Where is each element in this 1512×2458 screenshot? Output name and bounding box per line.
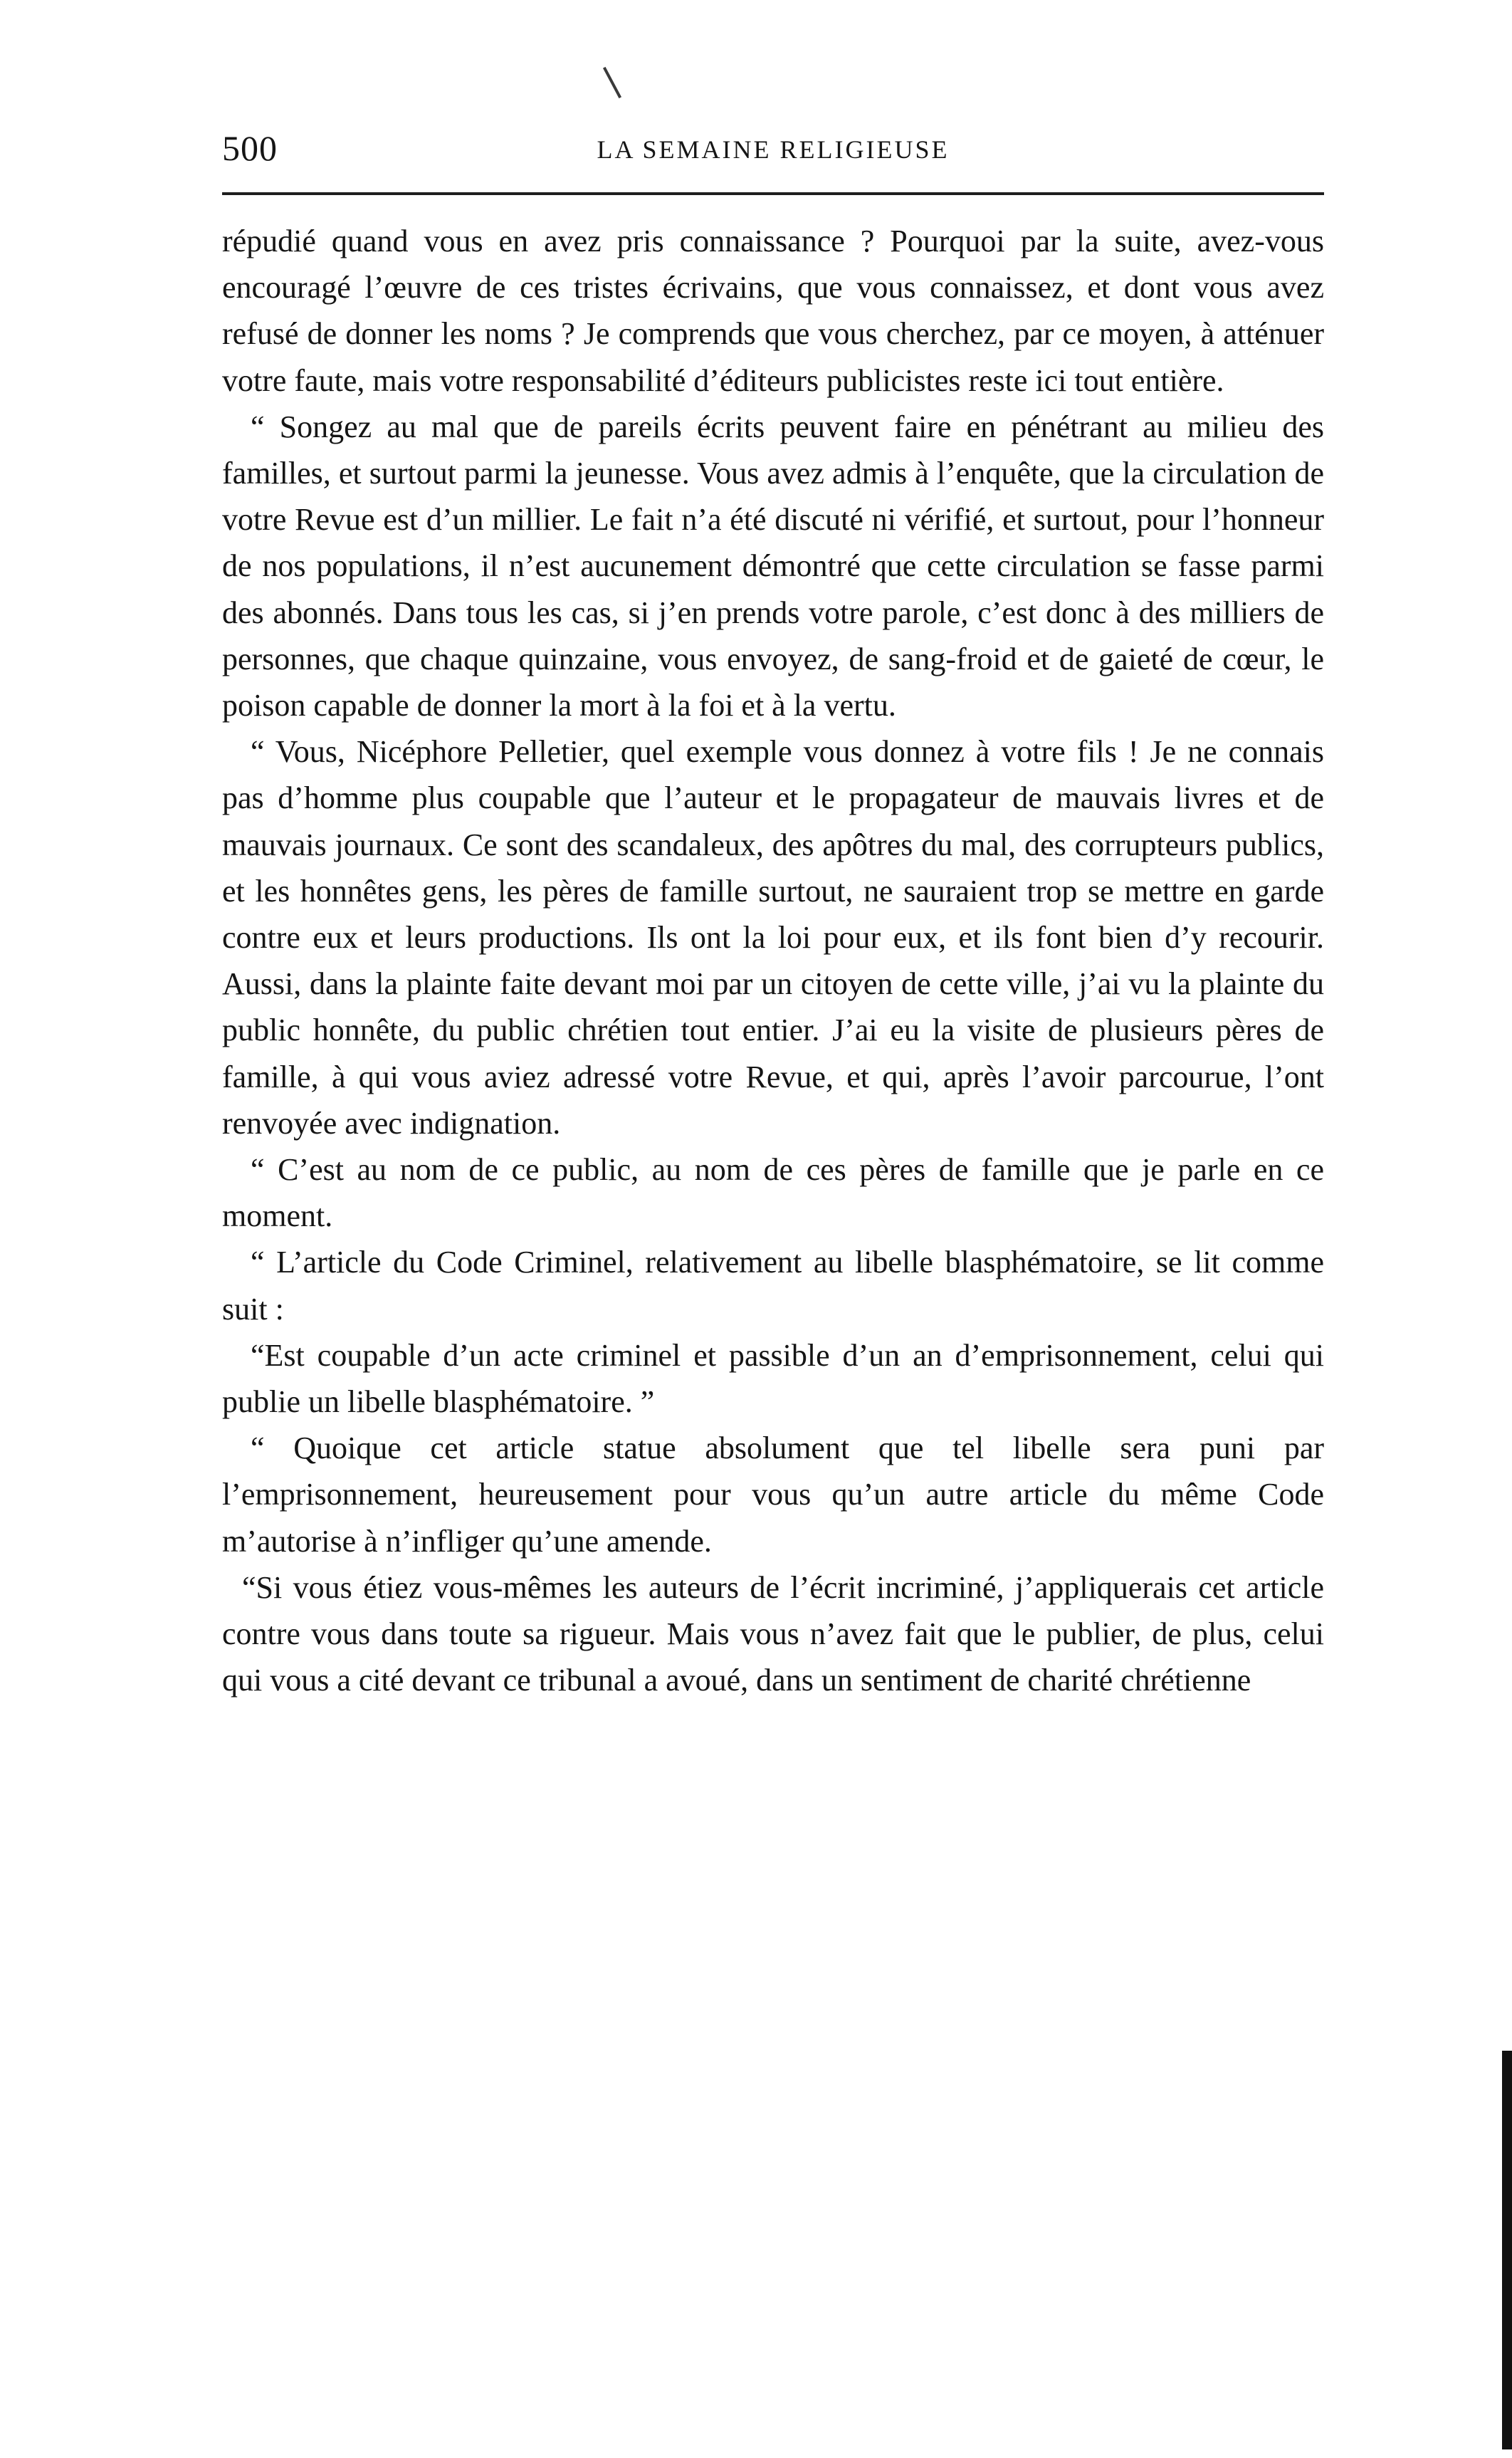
printing-mark [603, 67, 621, 98]
paragraph-4: “ C’est au nom de ce public, au nom de ces pères de famille que je parle en ce moment. [222, 1152, 1324, 1234]
page-header [222, 127, 1324, 184]
header-rule [222, 192, 1324, 195]
paragraph-3: “ Vous, Nicéphore Pelletier, quel exemple vous donnez à votre fils ! Je ne connais pas d’homme plus coupable que l’auteur et le propagateur de mauvais livres et de mauvais journaux. Ce sont des scandaleux, des apôtres du mal, des corrupteurs publics, et les honnêtes gens, les pères de famille surtout, ne sauraient trop se mettre en garde contre eux et leurs productions. Ils ont la loi pour eux, et ils font bien d’y recourir. Aussi, dans la plainte faite devant moi par un citoyen de cette ville, j’ai vu la plainte du public honnête, du public chrétien tout entier. J’ai eu la visite de plusieurs pères de famille, à qui vous aviez adressé votre Revue, et qui, après l’avoir parcourue, l’ont renvoyée avec indignation. [222, 734, 1324, 1141]
page-number: 500 [222, 128, 278, 168]
paragraph-8: “Si vous étiez vous-mêmes les auteurs de l’écrit incriminé, j’appliquerais cet article contre vous dans toute sa rigueur. Mais vous n’avez fait que le publier, de plus, celui qui vous a cité devant ce tribunal a avoué, dans un sentiment de charité chrétienne [222, 1569, 1324, 1698]
paragraph-1: répudié quand vous en avez pris connaissance ? Pourquoi par la suite, avez-vous encouragé l’œuvre de ces tristes écrivains, que vous connaissez, et dont vous avez refusé de donner les noms ? Je comprends que vous cherchez, par ce moyen, à atténuer votre faute, mais votre responsabilité d’éditeurs publicistes reste ici tout entière. [222, 224, 1324, 398]
paragraph-2: “ Songez au mal que de pareils écrits peuvent faire en pénétrant au milieu des familles, et surtout parmi la jeunesse. Vous avez admis à l’enquête, que la circulation de votre Revue est d’un millier. Le fait n’a été discuté ni vérifié, et surtout, pour l’honneur de nos populations, il n’est aucunement démontré que cette circulation se fasse parmi des abonnés. Dans tous les cas, si j’en prends votre parole, c’est donc à des milliers de personnes, que chaque quinzaine, vous envoyez, de sang-froid et de gaieté de cœur, le poison capable de donner la mort à la foi et à la vertu. [222, 409, 1324, 723]
scan-edge-mark [1502, 2051, 1512, 2449]
paragraph-6: “Est coupable d’un acte criminel et passible d’un an d’emprisonnement, celui qui publie un libelle blasphématoire. ” [222, 1337, 1324, 1420]
paragraph-7: “ Quoique cet article statue absolument que tel libelle sera puni par l’emprisonnement, heureusement pour vous qu’un autre article du même Code m’autorise à n’infliger qu’une amende. [222, 1431, 1324, 1559]
running-title: LA SEMAINE RELIGIEUSE [597, 135, 950, 164]
body-text [222, 218, 1324, 1704]
paragraph-5: “ L’article du Code Criminel, relativement au libelle blasphématoire, se lit comme suit : [222, 1245, 1324, 1327]
